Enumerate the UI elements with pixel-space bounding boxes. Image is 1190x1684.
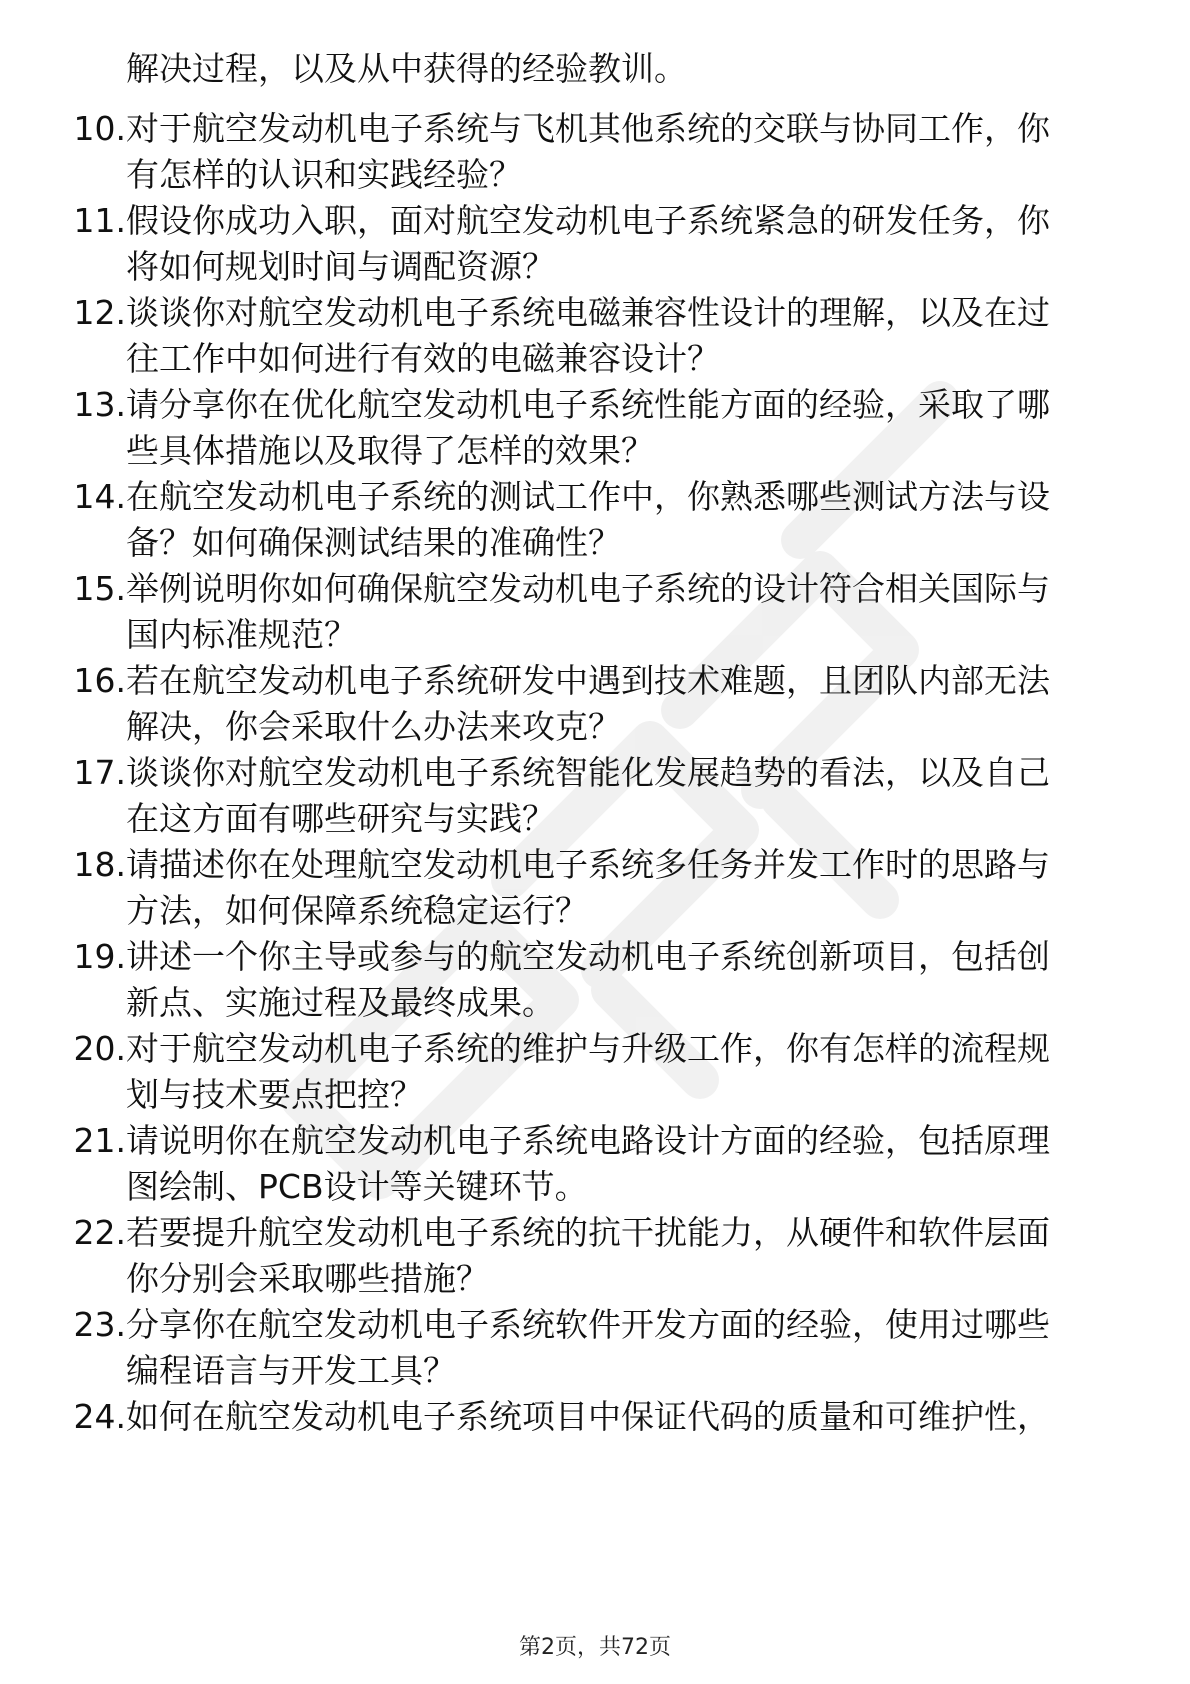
- question-number: 19.: [73, 937, 126, 976]
- question-text: 如何在航空发动机电子系统项目中保证代码的质量和可维护性，: [126, 1397, 1050, 1436]
- continuation-text: 解决过程，以及从中获得的经验教训。: [126, 49, 687, 88]
- question-text: 举例说明你如何确保航空发动机电子系统的设计符合相关国际与 国内标准规范？: [126, 569, 1050, 654]
- question-text: 谈谈你对航空发动机电子系统电磁兼容性设计的理解，以及在过 往工作中如何进行有效的电磁兼容设计？: [126, 293, 1050, 378]
- question-number: 11.: [73, 201, 126, 240]
- question-number: 23.: [73, 1305, 126, 1344]
- page-footer: 第2页，共72页: [519, 1635, 671, 1660]
- question-text: 请说明你在航空发动机电子系统电路设计方面的经验，包括原理 图绘制、PCB设计等关键环节。: [126, 1121, 1050, 1206]
- question-number: 18.: [73, 845, 126, 884]
- question-text: 对于航空发动机电子系统的维护与升级工作，你有怎样的流程规 划与技术要点把控？: [126, 1029, 1050, 1114]
- question-text: 对于航空发动机电子系统与飞机其他系统的交联与协同工作，你 有怎样的认识和实践经验？: [126, 109, 1050, 194]
- question-text: 在航空发动机电子系统的测试工作中，你熟悉哪些测试方法与设 备？如何确保测试结果的准确性？: [126, 477, 1050, 562]
- question-number: 13.: [73, 385, 126, 424]
- question-number: 22.: [73, 1213, 126, 1252]
- question-text: 请描述你在处理航空发动机电子系统多任务并发工作时的思路与 方法，如何保障系统稳定运行？: [126, 845, 1050, 930]
- question-text: 假设你成功入职，面对航空发动机电子系统紧急的研发任务，你 将如何规划时间与调配资源？: [126, 201, 1050, 286]
- question-number: 20.: [73, 1029, 126, 1068]
- question-number: 24.: [73, 1397, 126, 1436]
- question-number: 12.: [73, 293, 126, 332]
- question-text: 讲述一个你主导或参与的航空发动机电子系统创新项目，包括创 新点、实施过程及最终成果。: [126, 937, 1050, 1022]
- question-text: 请分享你在优化航空发动机电子系统性能方面的经验，采取了哪 些具体措施以及取得了怎样的效果？: [126, 385, 1050, 470]
- question-number: 16.: [73, 661, 126, 700]
- question-number: 14.: [73, 477, 126, 516]
- question-number: 21.: [73, 1121, 126, 1160]
- question-text: 谈谈你对航空发动机电子系统智能化发展趋势的看法，以及自己 在这方面有哪些研究与实践？: [126, 753, 1050, 838]
- question-number: 10.: [73, 109, 126, 148]
- question-number: 17.: [73, 753, 126, 792]
- question-text: 若在航空发动机电子系统研发中遇到技术难题，且团队内部无法 解决，你会采取什么办法来攻克？: [126, 661, 1050, 746]
- question-number: 15.: [73, 569, 126, 608]
- question-text: 分享你在航空发动机电子系统软件开发方面的经验，使用过哪些 编程语言与开发工具？: [126, 1305, 1050, 1390]
- question-text: 若要提升航空发动机电子系统的抗干扰能力，从硬件和软件层面 你分别会采取哪些措施？: [126, 1213, 1050, 1298]
